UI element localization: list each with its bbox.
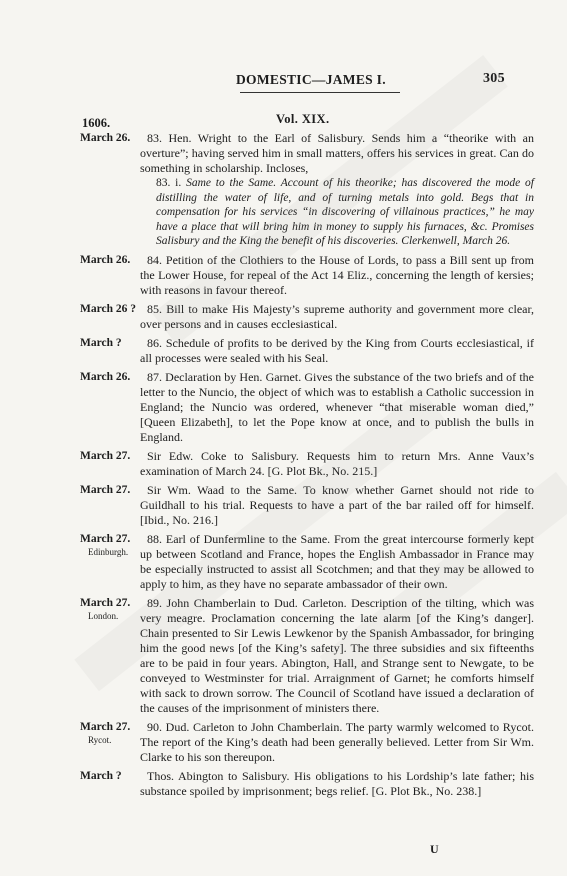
- entry-text: 87. Declaration by Hen. Garnet. Gives the substance of the two briefs and of the letter to the Nuncio, the object of which was to establish a Catholic succession in England; the Nuncio was ordered, whenever “that miserable woman died,” [Queen Elizabeth], to let the Pope know at once, and to publish the bulls in England.: [140, 369, 534, 444]
- entry-text: 83. Hen. Wright to the Earl of Salisbury. Sends him a “theorike with an overture”; having served him in small matters, offers his services in great. Can do something in scholarship. Incloses,: [140, 131, 534, 175]
- entry-date: March ?: [80, 336, 122, 349]
- header-rule: [240, 92, 400, 93]
- entry-date: March 27. Edinburgh.: [80, 532, 138, 558]
- entry-87: [82, 370, 534, 445]
- signature-mark: U: [430, 842, 439, 856]
- entry-86: [82, 336, 534, 366]
- entry-83: [82, 131, 534, 249]
- entry-text: 85. Bill to make His Majesty’s supreme authority and government more clear, over persons and in causes ecclesiastical.: [140, 301, 534, 331]
- enclosure-text: [156, 176, 534, 249]
- entry-90: [82, 720, 534, 765]
- entry-date: March 26.: [80, 370, 131, 383]
- entry-date: March 26.: [80, 132, 131, 144]
- entry-date: March 27. Rycot.: [80, 720, 138, 746]
- entry-waad: [82, 483, 534, 528]
- page-title: DOMESTIC—JAMES I.: [236, 72, 386, 87]
- entry-date: March 27. London.: [80, 596, 138, 622]
- calendar-entries: [82, 131, 534, 803]
- entry-text: 89. John Chamberlain to Dud. Carleton. Description of the tilting, which was very meagre. Proclamation concerning the late alarm [of the King’s danger]. Chain presented to Sir Lewis Lewkenor by the Spanish Ambassador, for bringing him the good news [of the King’s safety]. The three subsidies and six fifteenths are to be paid in four years. Abington, Hall, and Strange sent to Newgate, to be conveyed to Westminster for trial. Arraignment of Garnet; he comforts himself with sack to drown sorrow. The Council of Scotland have issued a declaration of the causes of the imprisonment of ministers there.: [140, 595, 534, 715]
- year-label: 1606.: [82, 116, 111, 130]
- entry-date: March 26.: [80, 253, 131, 266]
- entry-text: 88. Earl of Dunfermline to the Same. From the great intercourse formerly kept up between Scotland and France, hopes the English Ambassador in France may be especially instructed to assist all Scotchmen; and that they may be allowed to apply to him, as they have no separate ambassador of their own.: [140, 531, 534, 591]
- entry-text: Thos. Abington to Salisbury. His obligations to his Lordship’s late father; his substance spoiled by imprisonment; begs relief. [G. Plot Bk., No. 238.]: [140, 768, 534, 798]
- entry-place: Rycot.: [88, 734, 112, 745]
- entry-date: March 26 ?: [80, 302, 137, 315]
- enclosure-body: Same to the Same. Account of his theorike; has discovered the mode of distilling the water of life, and of turning metals into gold. Begs that in compensation for his services “in discovering of villainous practices,” he may have a place that will bring him in money to supply his furnaces, &c. Promises Salisbury and the King the benefit of his discoveries. Clerkenwell, March 26.: [156, 177, 535, 248]
- entry-89: [82, 596, 534, 716]
- entry-84: [82, 253, 534, 298]
- entry-place: Edinburgh.: [88, 546, 129, 557]
- entry-abington: [82, 769, 534, 799]
- entry-place: London.: [88, 610, 119, 621]
- entry-text: 86. Schedule of profits to be derived by the King from Courts ecclesiastical, if all processes were sealed with his Seal.: [140, 335, 534, 365]
- entry-text: 90. Dud. Carleton to John Chamberlain. The party warmly welcomed to Rycot. The report of the King’s death had been generally believed. Letter from Sir Wm. Clarke to his son thereupon.: [140, 719, 534, 764]
- entry-coke: [82, 449, 534, 479]
- entry-88: [82, 532, 534, 592]
- entry-date: March ?: [80, 769, 122, 782]
- page-number: 305: [483, 71, 505, 86]
- entry-85: [82, 302, 534, 332]
- volume-label: Vol. XIX.: [276, 112, 330, 126]
- entry-date: March 27.: [80, 449, 131, 462]
- entry-text: Sir Edw. Coke to Salisbury. Requests him to return Mrs. Anne Vaux’s examination of March 24. [G. Plot Bk., No. 215.]: [140, 448, 534, 478]
- entry-text: 84. Petition of the Clothiers to the House of Lords, to pass a Bill sent up from the Lower House, for repeal of the Act 14 Eliz., concerning the length of kersies; with reasons in favour thereof.: [140, 252, 534, 297]
- entry-date: March 27.: [80, 483, 131, 496]
- enclosure-number: 83. i.: [156, 177, 182, 189]
- entry-text: Sir Wm. Waad to the Same. To know whether Garnet should not ride to Guildhall to his trial. Requests to have a part of the bar railed off for himself. [Ibid., No. 216.]: [140, 482, 534, 527]
